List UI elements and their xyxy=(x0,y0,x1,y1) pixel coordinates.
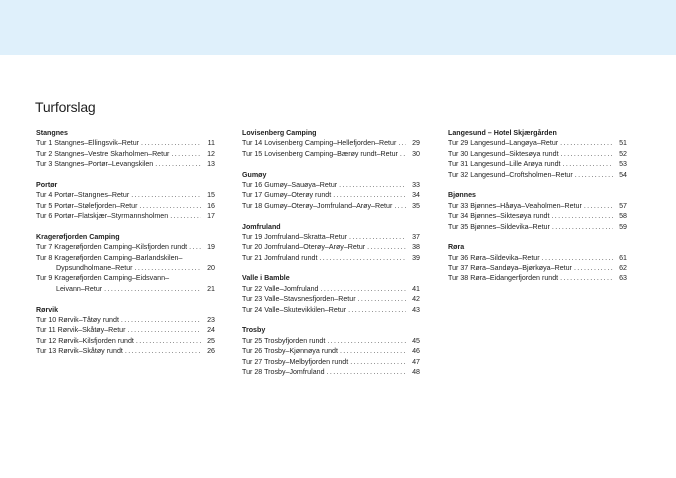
page-number: 12 xyxy=(207,149,215,158)
toc-section xyxy=(242,325,420,377)
toc-entry-title: Tur 9 Kragerøfjorden Camping–Eidsvann– xyxy=(36,274,170,283)
page-number: 53 xyxy=(619,160,627,169)
toc-entry-line xyxy=(242,201,420,211)
toc-entry-line xyxy=(448,159,627,169)
toc-entry xyxy=(448,222,627,232)
page-number: 45 xyxy=(412,336,420,345)
toc-entry-line xyxy=(448,273,627,283)
toc-entry-line xyxy=(242,284,420,294)
page-number: 33 xyxy=(412,180,420,189)
dot-leader xyxy=(540,253,613,263)
toc-section xyxy=(36,180,215,222)
toc-entry-line xyxy=(36,346,215,356)
toc-section xyxy=(36,232,215,294)
toc-entry xyxy=(242,180,420,190)
dot-leader xyxy=(558,273,613,283)
toc-entry xyxy=(448,263,627,273)
page-number: 15 xyxy=(207,191,215,200)
toc-entry-title: Tur 18 Gumøy–Oterøy–Jomfruland–Arøy–Retur xyxy=(242,201,393,210)
toc-entry-title: Tur 27 Trosby–Melbyfjorden rundt xyxy=(242,357,349,366)
toc-entry-title: Tur 17 Gumøy–Oterøy rundt xyxy=(242,191,332,200)
page-number: 37 xyxy=(412,232,420,241)
section-heading: Portør xyxy=(36,180,58,189)
toc-entry xyxy=(242,149,420,159)
page-number: 48 xyxy=(412,367,420,376)
dot-leader xyxy=(582,201,613,211)
section-heading: Bjønnes xyxy=(448,191,476,200)
toc-entry-line xyxy=(448,211,627,221)
dot-leader xyxy=(119,315,201,325)
toc-entry-title-continued: Leivann–Retur xyxy=(56,284,103,293)
toc-entry-line xyxy=(242,138,420,148)
page-number: 61 xyxy=(619,253,627,262)
toc-entry-title: Tur 21 Jomfruland rundt xyxy=(242,253,318,262)
toc-entry xyxy=(448,253,627,263)
toc-entry xyxy=(242,346,420,356)
toc-entry-title: Tur 5 Portør–Stølefjorden–Retur xyxy=(36,201,138,210)
toc-entry xyxy=(242,138,420,148)
section-heading: Trosby xyxy=(242,326,266,335)
dot-leader xyxy=(338,346,406,356)
dot-leader xyxy=(325,367,406,377)
toc-column-left xyxy=(36,128,215,357)
page-number: 11 xyxy=(207,139,215,148)
toc-entry xyxy=(36,190,215,200)
toc-entry-line xyxy=(242,294,420,304)
toc-entry xyxy=(242,305,420,315)
toc-entry-title: Tur 11 Rørvik–Skåtøy–Retur xyxy=(36,326,126,335)
dot-leader xyxy=(561,159,613,169)
toc-entry-line xyxy=(242,242,420,252)
toc-entry-line xyxy=(36,336,215,346)
page-number: 46 xyxy=(412,347,420,356)
section-heading: Stangnes xyxy=(36,129,68,137)
page-number: 23 xyxy=(207,316,215,325)
page-number: 41 xyxy=(412,284,420,293)
toc-section xyxy=(242,222,420,264)
toc-entry-title: Tur 24 Valle–Skutevikkilen–Retur xyxy=(242,305,347,314)
dot-leader xyxy=(347,232,406,242)
toc-entry-line xyxy=(36,138,215,148)
dot-leader xyxy=(549,211,613,221)
toc-entry-title: Tur 1 Stangnes–Ellingsvik–Retur xyxy=(36,139,140,148)
toc-entry-title: Tur 29 Langesund–Langøya–Retur xyxy=(448,139,559,148)
page-number: 20 xyxy=(207,264,215,273)
toc-entry xyxy=(448,201,627,211)
dot-leader xyxy=(550,222,613,232)
page-number: 21 xyxy=(207,284,215,293)
dot-leader xyxy=(139,138,201,148)
toc-entry-line xyxy=(242,180,420,190)
section-heading: Røra xyxy=(448,243,465,252)
toc-entry xyxy=(36,273,215,294)
toc-entry xyxy=(36,253,215,274)
toc-entry-title: Tur 37 Røra–Sandøya–Bjørkøya–Retur xyxy=(448,264,572,273)
toc-entry xyxy=(36,138,215,148)
toc-entry-title: Tur 25 Trosbyfjorden rundt xyxy=(242,336,326,345)
toc-entry-title: Tur 2 Stangnes–Vestre Skarholmen–Retur xyxy=(36,149,170,158)
toc-entry xyxy=(36,242,215,252)
toc-entry xyxy=(242,190,420,200)
page-number: 34 xyxy=(412,191,420,200)
toc-section xyxy=(36,305,215,357)
dot-leader xyxy=(337,180,406,190)
toc-entry xyxy=(448,273,627,283)
toc-entry-title: Tur 30 Langesund–Siktesøya rundt xyxy=(448,149,559,158)
toc-entry-line-continued xyxy=(36,263,215,273)
toc-entry xyxy=(36,149,215,159)
section-heading: Valle i Bamble xyxy=(242,274,290,283)
page-number: 13 xyxy=(207,160,215,169)
toc-entry-line xyxy=(448,149,627,159)
section-heading: Jomfruland xyxy=(242,222,281,231)
toc-column-right xyxy=(448,128,627,284)
toc-entry-title: Tur 10 Rørvik–Tåtøy rundt xyxy=(36,316,119,325)
dot-leader xyxy=(559,149,613,159)
toc-entry-line xyxy=(448,138,627,148)
toc-entry xyxy=(448,159,627,169)
toc-entry-line xyxy=(36,273,215,283)
toc-entry-line xyxy=(242,149,420,159)
toc-entry-line xyxy=(448,263,627,273)
page-number: 43 xyxy=(412,305,420,314)
dot-leader xyxy=(398,149,406,159)
dot-leader xyxy=(133,263,201,273)
toc-entry-line xyxy=(36,149,215,159)
page-number: 42 xyxy=(412,295,420,304)
page-number: 24 xyxy=(207,326,215,335)
dot-leader xyxy=(348,357,406,367)
toc-entry xyxy=(448,170,627,180)
dot-leader xyxy=(169,149,201,159)
toc-entry-line-continued xyxy=(36,284,215,294)
toc-entry-title: Tur 16 Gumøy–Sauøya–Retur xyxy=(242,180,338,189)
toc-entry-title: Tur 23 Valle–Stavsnesfjorden–Retur xyxy=(242,295,356,304)
toc-entry-title: Tur 28 Trosby–Jomfruland xyxy=(242,367,325,376)
toc-entry-line xyxy=(36,325,215,335)
toc-entry xyxy=(242,336,420,346)
section-heading: Gumøy xyxy=(242,170,267,179)
dot-leader xyxy=(153,159,201,169)
page-number: 25 xyxy=(207,336,215,345)
section-heading: Langesund – Hotel Skjærgården xyxy=(448,129,557,137)
dot-leader xyxy=(346,305,406,315)
dot-leader xyxy=(356,294,406,304)
toc-entry xyxy=(448,211,627,221)
toc-entry-title: Tur 3 Stangnes–Portør–Levangskilen xyxy=(36,160,154,169)
toc-section xyxy=(242,128,420,159)
page-number: 47 xyxy=(412,357,420,366)
toc-entry-line xyxy=(36,190,215,200)
toc-entry-title: Tur 33 Bjønnes–Håøya–Veaholmen–Retur xyxy=(448,201,582,210)
toc-entry-title: Tur 31 Langesund–Lille Arøya rundt xyxy=(448,160,561,169)
toc-section xyxy=(448,128,627,180)
page-number: 58 xyxy=(619,212,627,221)
toc-entry-title: Tur 26 Trosby–Kjønnøya rundt xyxy=(242,347,338,356)
toc-entry xyxy=(242,232,420,242)
toc-entry-line xyxy=(448,201,627,211)
page-number: 35 xyxy=(412,201,420,210)
dot-leader xyxy=(123,346,201,356)
section-heading: Kragerøfjorden Camping xyxy=(36,232,120,241)
page-title: Turforslag xyxy=(35,99,96,115)
toc-entry-line xyxy=(36,201,215,211)
page-number: 38 xyxy=(412,243,420,252)
toc-entry xyxy=(448,149,627,159)
toc-entry-title: Tur 22 Valle–Jomfruland xyxy=(242,284,319,293)
toc-entry-line xyxy=(242,346,420,356)
dot-leader xyxy=(125,325,201,335)
toc-entry xyxy=(242,201,420,211)
toc-entry-title: Tur 4 Portør–Stangnes–Retur xyxy=(36,191,130,200)
toc-entry-title: Tur 38 Røra–Eidangerfjorden rundt xyxy=(448,274,559,283)
page-number: 59 xyxy=(619,222,627,231)
toc-entry-line xyxy=(36,159,215,169)
toc-entry-title: Tur 36 Røra–Sildevika–Retur xyxy=(448,253,540,262)
toc-entry-title: Tur 6 Portør–Flatskjær–Styrmannsholmen xyxy=(36,212,169,221)
toc-entry-line xyxy=(242,367,420,377)
dot-leader xyxy=(573,170,613,180)
toc-entry xyxy=(36,336,215,346)
section-heading: Lovisenberg Camping xyxy=(242,129,317,137)
page-number: 26 xyxy=(207,347,215,356)
toc-entry-title: Tur 12 Rørvik–Kilsfjorden rundt xyxy=(36,336,134,345)
toc-entry-title-continued: Dypsundholmane–Retur xyxy=(56,264,133,273)
toc-entry-line xyxy=(242,253,420,263)
toc-entry-title: Tur 34 Bjønnes–Siktesøya rundt xyxy=(448,212,550,221)
page-number: 51 xyxy=(619,139,627,148)
dot-leader xyxy=(558,138,613,148)
toc-entry-line xyxy=(36,211,215,221)
toc-section xyxy=(242,273,420,315)
toc-section xyxy=(36,128,215,170)
page-number: 52 xyxy=(619,149,627,158)
toc-entry xyxy=(36,346,215,356)
page-number: 63 xyxy=(619,274,627,283)
dot-leader xyxy=(317,253,406,263)
page-number: 62 xyxy=(619,264,627,273)
toc-entry-title: Tur 13 Rørvik–Skåtøy rundt xyxy=(36,347,123,356)
toc-entry-line xyxy=(448,170,627,180)
dot-leader xyxy=(168,211,201,221)
toc-entry-title: Tur 8 Kragerøfjorden Camping–Barlandskilen– xyxy=(36,253,183,262)
page-number: 17 xyxy=(207,212,215,221)
toc-entry-title: Tur 19 Jomfruland–Skratta–Retur xyxy=(242,232,348,241)
toc-section xyxy=(448,190,627,232)
dot-leader xyxy=(392,201,406,211)
toc-section xyxy=(242,170,420,212)
toc-entry-line xyxy=(242,336,420,346)
toc-entry xyxy=(242,284,420,294)
page-number: 30 xyxy=(412,149,420,158)
page-number: 57 xyxy=(619,201,627,210)
toc-entry-line xyxy=(36,315,215,325)
dot-leader xyxy=(572,263,613,273)
toc-column-middle xyxy=(242,128,420,377)
toc-entry xyxy=(242,242,420,252)
toc-entry-title: Tur 7 Kragerøfjorden Camping–Kilsfjorden rundt xyxy=(36,243,188,252)
toc-entry xyxy=(36,315,215,325)
page-number: 39 xyxy=(412,253,420,262)
toc-entry-line xyxy=(36,253,215,263)
dot-leader xyxy=(102,284,201,294)
dot-leader xyxy=(325,336,406,346)
toc-entry-line xyxy=(242,190,420,200)
toc-entry-line xyxy=(448,222,627,232)
toc-entry xyxy=(242,294,420,304)
toc-entry xyxy=(36,325,215,335)
toc-entry-title: Tur 35 Bjønnes–Sildevika–Retur xyxy=(448,222,550,231)
toc-entry-title: Tur 32 Langesund–Croftsholmen–Retur xyxy=(448,170,573,179)
toc-entry xyxy=(36,201,215,211)
page-number: 54 xyxy=(619,170,627,179)
toc-entry-line xyxy=(242,232,420,242)
toc-entry-line xyxy=(242,357,420,367)
page-number: 19 xyxy=(207,243,215,252)
toc-entry-title: Tur 20 Jomfruland–Oterøy–Arøy–Retur xyxy=(242,243,366,252)
page-number: 29 xyxy=(412,139,420,148)
toc-entry xyxy=(36,211,215,221)
toc-entry xyxy=(242,367,420,377)
toc-entry-line xyxy=(36,242,215,252)
toc-entry-line xyxy=(448,253,627,263)
header-band xyxy=(0,0,676,55)
dot-leader xyxy=(129,190,201,200)
toc-entry-line xyxy=(242,305,420,315)
dot-leader xyxy=(187,242,201,252)
toc-section xyxy=(448,242,627,284)
dot-leader xyxy=(137,201,201,211)
toc-entry xyxy=(448,138,627,148)
section-heading: Rørvik xyxy=(36,305,59,314)
toc-entry-title: Tur 14 Lovisenberg Camping–Hellefjorden–Retur xyxy=(242,139,397,148)
dot-leader xyxy=(319,284,407,294)
toc-entry xyxy=(242,253,420,263)
dot-leader xyxy=(134,336,201,346)
dot-leader xyxy=(396,138,406,148)
toc-entry xyxy=(242,357,420,367)
dot-leader xyxy=(365,242,406,252)
toc-entry-title: Tur 15 Lovisenberg Camping–Bærøy rundt–Retur xyxy=(242,149,398,158)
toc-entry xyxy=(36,159,215,169)
page-number: 16 xyxy=(207,201,215,210)
dot-leader xyxy=(331,190,406,200)
